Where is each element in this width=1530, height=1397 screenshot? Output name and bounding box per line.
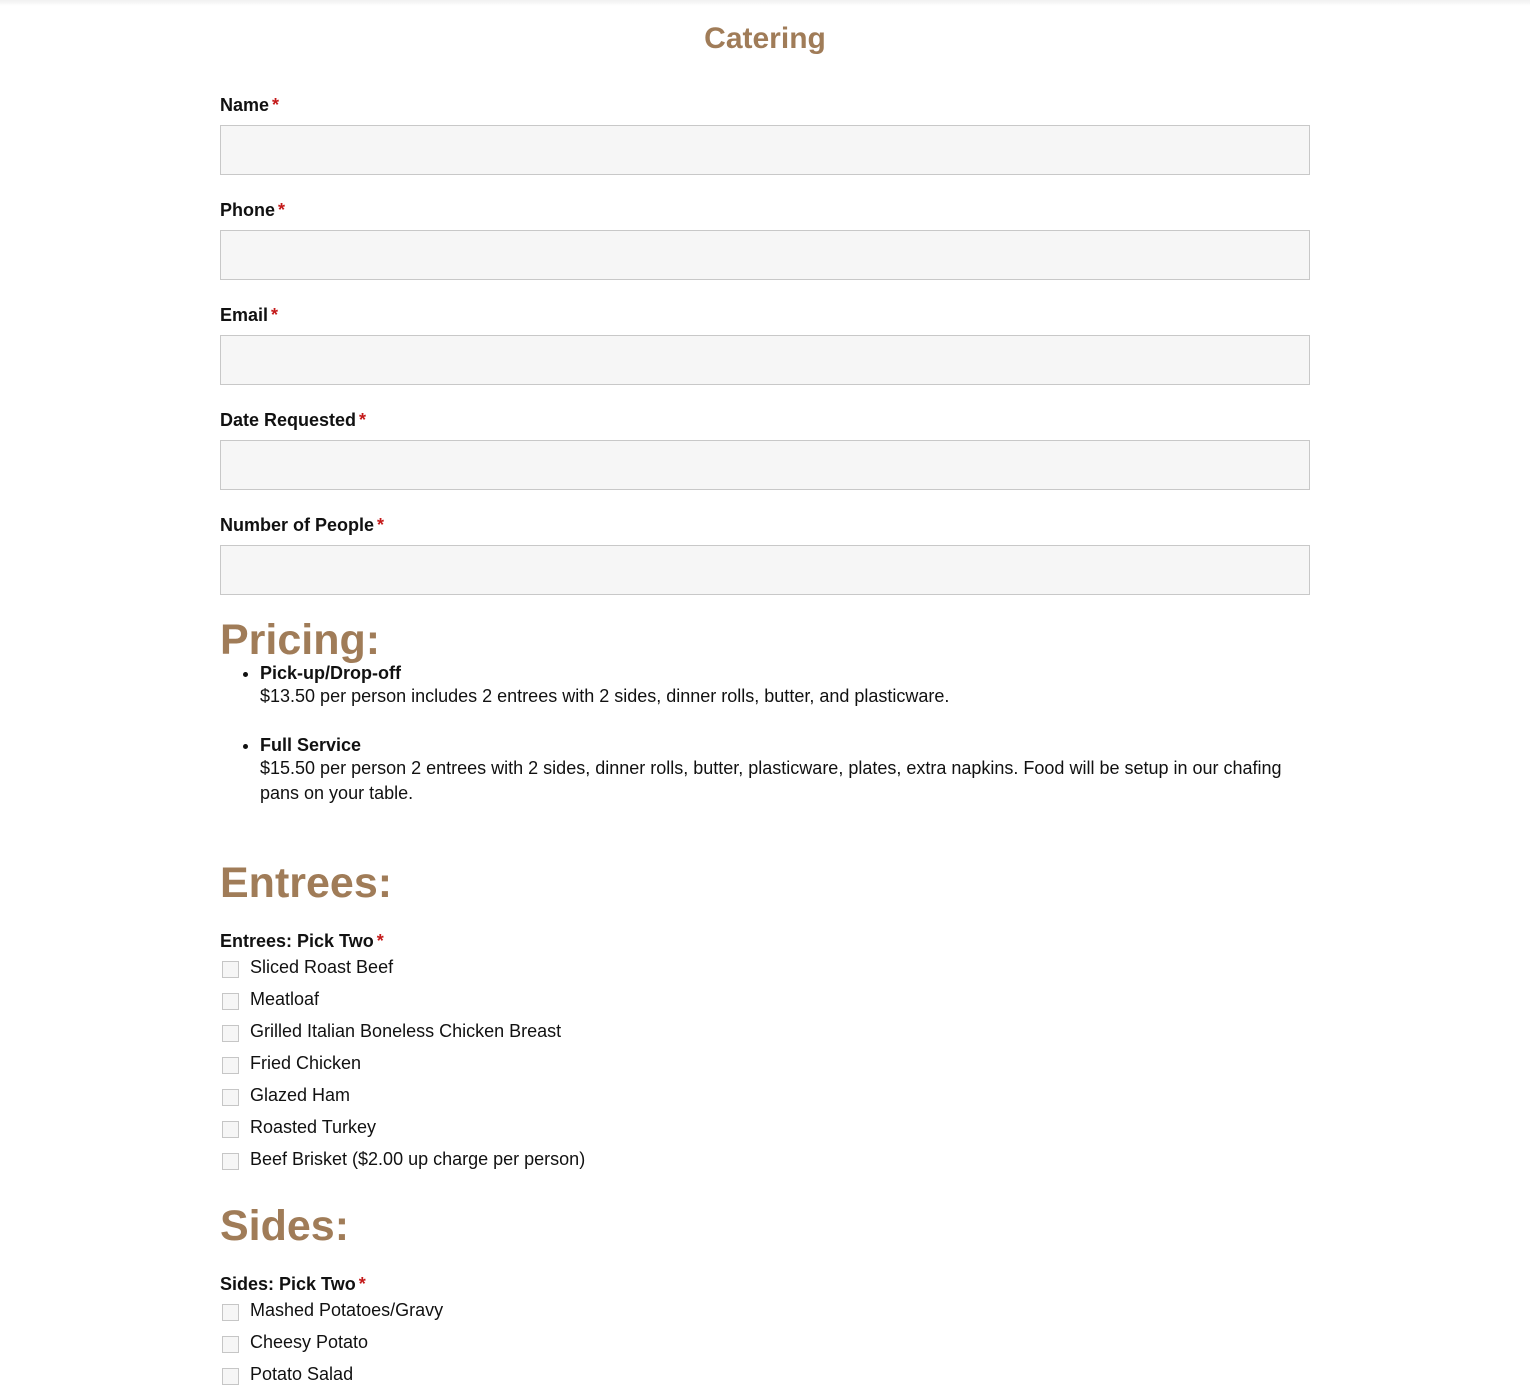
entree-option-glazed-ham[interactable] (220, 1079, 1310, 1111)
pricing-tier-description: $13.50 per person includes 2 entrees with 2 sides, dinner rolls, butter, and plasticware. (260, 686, 950, 706)
side-option-potato-salad[interactable] (220, 1358, 1310, 1390)
checkbox[interactable] (222, 993, 239, 1010)
sides-options (220, 1294, 1310, 1390)
date-requested-field-group (220, 409, 1310, 490)
number-of-people-label: Number of People * (220, 515, 385, 535)
number-of-people-field-group (220, 514, 1310, 595)
option-label: Fried Chicken (250, 1053, 362, 1073)
option-label: Mashed Potatoes/Gravy (250, 1300, 444, 1320)
checkbox[interactable] (222, 1153, 239, 1170)
phone-field-group (220, 199, 1310, 280)
number-of-people-input[interactable] (220, 545, 1310, 595)
pricing-heading: Pricing: (220, 616, 381, 664)
pricing-tier-description: $15.50 per person 2 entrees with 2 sides, dinner rolls, butter, plasticware, plates, extra napkins. Food will be setup in our chafing pans on your table. (260, 758, 1282, 803)
date-requested-input[interactable] (220, 440, 1310, 490)
entree-option-fried-chicken[interactable] (220, 1047, 1310, 1079)
checkbox[interactable] (222, 1121, 239, 1138)
entrees-options (220, 951, 1310, 1175)
option-label: Beef Brisket ($2.00 up charge per person) (250, 1149, 586, 1169)
sides-group-label: Sides: Pick Two * (220, 1274, 366, 1294)
required-mark: * (278, 200, 286, 220)
checkbox[interactable] (222, 1336, 239, 1353)
checkbox[interactable] (222, 1057, 239, 1074)
entree-option-roasted-turkey[interactable] (220, 1111, 1310, 1143)
required-mark: * (377, 515, 385, 535)
sides-heading: Sides: (220, 1202, 350, 1250)
entree-option-beef-brisket[interactable] (220, 1143, 1310, 1175)
email-label: Email * (220, 305, 279, 325)
option-label: Meatloaf (250, 989, 320, 1009)
name-label: Name * (220, 95, 280, 115)
entree-option-grilled-italian-chicken[interactable] (220, 1015, 1310, 1047)
pricing-tier-name: • Pick-up/Drop-off (260, 663, 401, 683)
entrees-group-label: Entrees: Pick Two * (220, 931, 384, 951)
name-input[interactable] (220, 125, 1310, 175)
required-mark: * (358, 1274, 366, 1294)
option-label: Roasted Turkey (250, 1117, 377, 1137)
pricing-tier-name: • Full Service (260, 735, 362, 755)
required-mark: * (271, 305, 279, 325)
entree-option-meatloaf[interactable] (220, 983, 1310, 1015)
page-title: Catering (704, 22, 826, 55)
pricing-tier (260, 661, 1310, 709)
checkbox[interactable] (222, 1368, 239, 1385)
checkbox[interactable] (222, 1304, 239, 1321)
pricing-tier (260, 733, 1310, 806)
required-mark: * (359, 410, 367, 430)
option-label: Glazed Ham (250, 1085, 351, 1105)
checkbox[interactable] (222, 961, 239, 978)
pricing-list (220, 661, 1310, 806)
required-mark: * (272, 95, 280, 115)
phone-input[interactable] (220, 230, 1310, 280)
entrees-heading: Entrees: (220, 859, 393, 907)
side-option-mashed-potatoes[interactable] (220, 1294, 1310, 1326)
entree-option-sliced-roast-beef[interactable] (220, 951, 1310, 983)
phone-label: Phone * (220, 200, 286, 220)
name-field-group (220, 94, 1310, 175)
option-label: Potato Salad (250, 1364, 354, 1384)
option-label: Sliced Roast Beef (250, 957, 394, 977)
date-requested-label: Date Requested * (220, 410, 367, 430)
catering-form (220, 0, 1310, 1390)
email-field-group (220, 304, 1310, 385)
required-mark: * (376, 931, 384, 951)
checkbox[interactable] (222, 1089, 239, 1106)
email-input[interactable] (220, 335, 1310, 385)
side-option-cheesy-potato[interactable] (220, 1326, 1310, 1358)
option-label: Grilled Italian Boneless Chicken Breast (250, 1021, 562, 1041)
option-label: Cheesy Potato (250, 1332, 369, 1352)
checkbox[interactable] (222, 1025, 239, 1042)
